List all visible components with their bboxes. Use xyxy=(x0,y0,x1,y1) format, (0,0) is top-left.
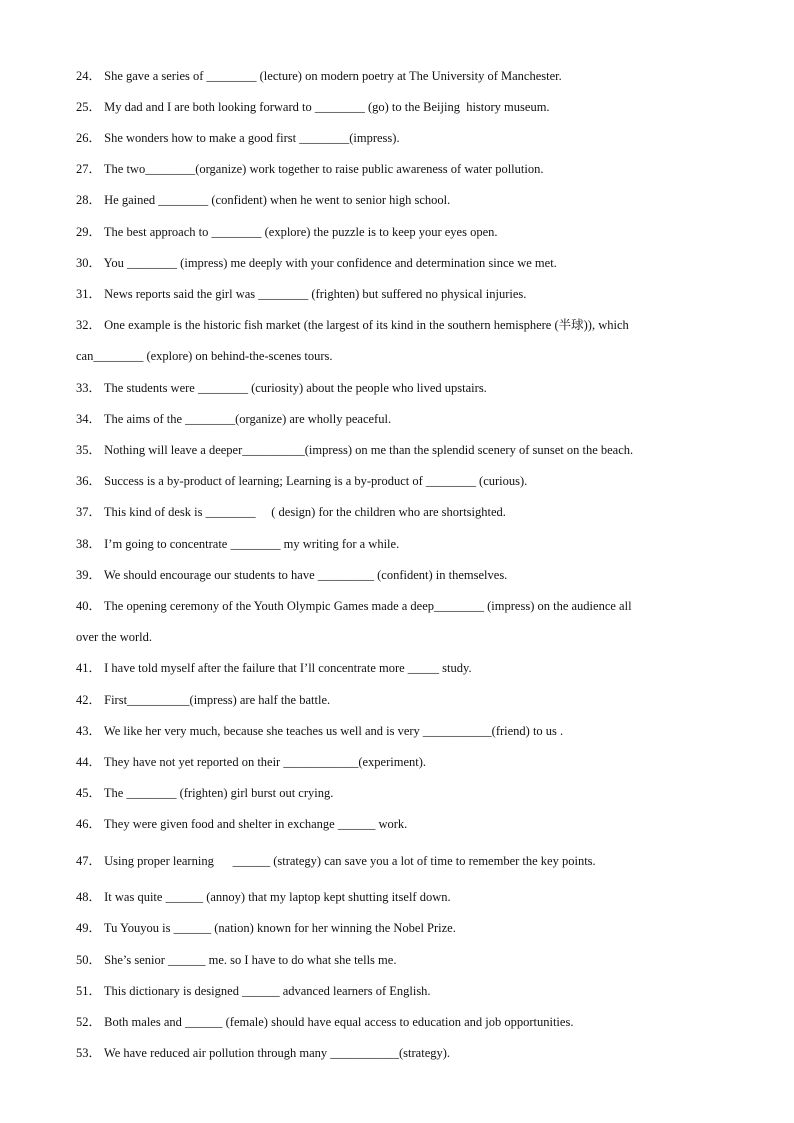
question-51: 51． This dictionary is designed ______ advanced learners of English. xyxy=(76,984,431,998)
question-33: 33． The students were ________ (curiosity) about the people who lived upstairs. xyxy=(76,381,487,395)
question-29: 29． The best approach to ________ (explore) the puzzle is to keep your eyes open. xyxy=(76,225,498,239)
question-25: 25． My dad and I are both looking forward to ________ (go) to the Beijing history museum. xyxy=(76,100,550,114)
question-36: 36． Success is a by-product of learning; Learning is a by-product of ________ (curious). xyxy=(76,474,528,488)
question-35: 35． Nothing will leave a deeper__________(impress) on me than the splendid scenery of sunset on the beach. xyxy=(76,443,634,457)
question-37: 37． This kind of desk is ________ ( design) for the children who are shortsighted. xyxy=(76,505,506,519)
question-31: 31． News reports said the girl was ________ (frighten) but suffered no physical injuries. xyxy=(76,287,527,301)
question-34: 34． The aims of the ________(organize) are wholly peaceful. xyxy=(76,412,392,426)
question-41: 41． I have told myself after the failure that I’ll concentrate more _____ study. xyxy=(76,661,472,675)
question-45: 45． The ________ (frighten) girl burst out crying. xyxy=(76,786,334,800)
question-26: 26． She wonders how to make a good first ________(impress). xyxy=(76,131,400,145)
question-47: 47． Using proper learning ______ (strategy) can save you a lot of time to remember the key points. xyxy=(76,854,596,868)
question-40: 40． The opening ceremony of the Youth Olympic Games made a deep________ (impress) on the audience all xyxy=(76,599,632,613)
question-53: 53． We have reduced air pollution through many ___________(strategy). xyxy=(76,1046,451,1060)
question-43: 43． We like her very much, because she teaches us well and is very ___________(friend) to us . xyxy=(76,724,564,738)
question-46: 46． They were given food and shelter in exchange ______ work. xyxy=(76,817,408,831)
question-52: 52． Both males and ______ (female) should have equal access to education and job opportunities. xyxy=(76,1015,574,1029)
question-27: 27． The two________(organize) work together to raise public awareness of water pollution. xyxy=(76,162,544,176)
question-24: 24． She gave a series of ________ (lecture) on modern poetry at The University of Manchester. xyxy=(76,69,562,83)
question-40-continuation: over the world. xyxy=(76,630,153,644)
question-48: 48． It was quite ______ (annoy) that my laptop kept shutting itself down. xyxy=(76,890,451,904)
question-42: 42． First__________(impress) are half the battle. xyxy=(76,693,331,707)
question-49: 49． Tu Youyou is ______ (nation) known for her winning the Nobel Prize. xyxy=(76,921,456,935)
question-50: 50． She’s senior ______ me. so I have to do what she tells me. xyxy=(76,953,397,967)
question-32-continuation: can________ (explore) on behind-the-scenes tours. xyxy=(76,349,333,363)
question-30: 30． You ________ (impress) me deeply with your confidence and determination since we met. xyxy=(76,256,557,270)
question-39: 39． We should encourage our students to have _________ (confident) in themselves. xyxy=(76,568,508,582)
question-44: 44． They have not yet reported on their ____________(experiment). xyxy=(76,755,427,769)
question-38: 38． I’m going to concentrate ________ my writing for a while. xyxy=(76,537,400,551)
question-28: 28． He gained ________ (confident) when he went to senior high school. xyxy=(76,193,451,207)
question-32: 32． One example is the historic fish market (the largest of its kind in the southern hemisphere (半球)), which xyxy=(76,318,629,332)
